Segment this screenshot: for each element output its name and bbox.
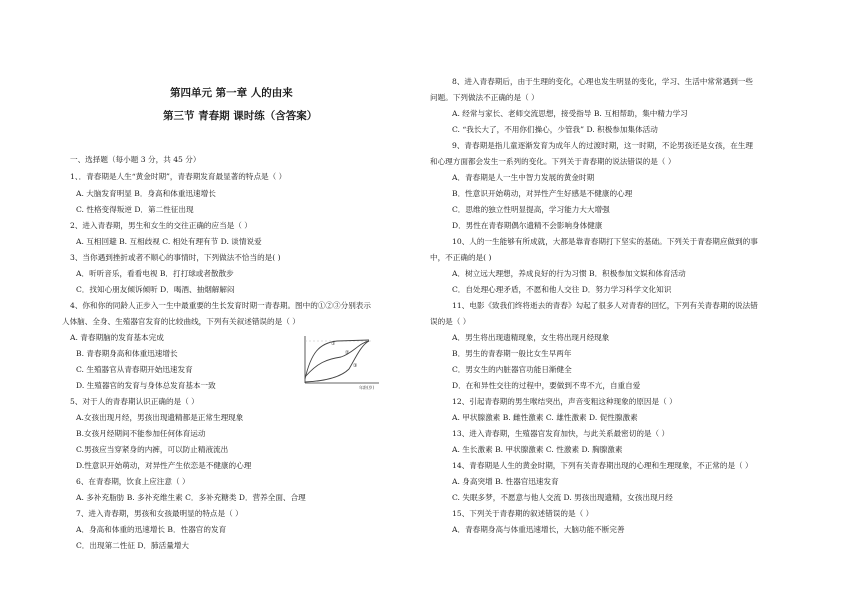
question-option: A.女孩出现月经，男孩出现遗精都是正常生理现象 [76,413,244,422]
question-option: C．出现第二性征 D．肺活量增大 [76,541,190,550]
question-stem: 8、进入青春期后，由于生理的变化，心理也发生明显的变化，学习、生活中常常遇到一些 [452,77,753,86]
question-option: C. 失眠多梦，不愿意与他人交流 D. 男孩出现遗精，女孩出现月经 [452,493,673,502]
curve-label-2: ② [345,350,350,356]
question-stem: 5、对于人的青春期认识正确的是（ ） [70,397,199,406]
question-option: B. 青春期身高和体重迅速增长 [76,349,178,358]
curve-label-1: ① [331,341,336,347]
curve-label-3: ③ [353,363,358,369]
question-option: A. 生长激素 B. 甲状腺激素 C. 性激素 D. 胸腺激素 [452,445,623,454]
question-option: B.女孩月经期间不能参加任何体育运动 [76,429,206,438]
question-stem-continued: 和心理方面都会发生一系列的变化。下列关于青春期的说法错误的是（ ） [430,157,676,166]
document-title: 第四单元 第一章 人的由来 [170,87,293,99]
curve-reproductive [305,341,369,382]
question-option: B．性意识开始萌动，对异性产生好感是不健康的心理 [452,189,633,198]
question-option: A. 经常与家长、老师交流思想，接受指导 B. 互相帮助，集中精力学习 [452,109,688,118]
question-option: A. 青春期脑的发育基本完成 [70,333,164,342]
question-option: A．青春期是人一生中智力发展的黄金时期 [452,173,595,182]
question-option: C. 性格变得叛逆 D．第二性征出现 [76,205,194,214]
question-option: A. 甲状腺激素 B. 雌性激素 C. 雄性激素 D. 促性腺激素 [452,413,638,422]
question-stem: 2、进入青春期，男生和女生的交往正确的应当是（ ） [70,221,252,230]
question-option: A．青春期身高与体重迅速增长，大脑功能不断完善 [452,525,625,534]
question-stem-continued: 误的是（ ） [430,317,471,326]
question-stem: 9、青春期是指儿童逐渐发育为成年人的过渡时期，这一时期，不论男孩还是女孩，在生理 [452,141,753,150]
question-option: D．在和异性交往的过程中，要做到不卑不亢，自重自爱 [452,381,641,390]
question-option: D. 生殖器官的发育与身体总发育基本一致 [76,381,216,390]
question-option: B．男生的青春期一般比女生早两年 [452,349,572,358]
question-option: A．男生将出现遗精现象，女生将出现月经现象 [452,333,610,342]
question-option: A. 多补充脂肪 B. 多补充维生素 C．多补充糖类 D．营养全面、合理 [76,493,306,502]
question-option: A．身高和体重的迅速增长 B．性器官的发育 [76,525,227,534]
question-option: C.男孩应当穿紧身的内裤，可以防止精液流出 [76,445,229,454]
question-option: C．找知心朋友倾诉倾听 D．喝酒、抽烟解解闷 [76,285,235,294]
question-option: C. 生殖器官从青春期开始迅速发育 [76,365,193,374]
question-option: C. “我长大了，不用你们操心，少管我” D. 积极参加集体活动 [452,125,658,134]
curve-body [305,341,369,377]
question-option: A．树立远大理想，养成良好的行为习惯 B．积极参加文娱和体育活动 [452,269,686,278]
question-stem: 3、当你遇到挫折或者不顺心的事情时，下列做法不恰当的是( ) [70,253,281,262]
growth-curve-figure [297,333,383,391]
question-stem: 15、下列关于青春期的叙述错误的是（ ） [452,509,594,518]
question-option: C．男女生的内脏器官功能日渐健全 [452,365,572,374]
question-stem: 4、你和你的同龄人正步入一生中最重要的生长发育时期一青春期。图中的①②③分别表示 [70,301,371,310]
question-stem: 6、在青春期，饮食上应注意（ ） [76,477,190,486]
question-stem: 10、人的一生能够有所成就，大都是靠青春期打下坚实的基础。下列关于青春期应做到的事 [452,237,758,246]
question-stem: 13、进入青春期，生殖器官发育加快，与此关系最密切的是（ ） [452,429,670,438]
question-stem: 12、引起青春期的男生喉结突出，声音变粗这种现象的原因是（ ） [452,397,677,406]
question-stem-continued: 人体脑、全身、生殖器官发育的比较曲线，下列有关叙述错误的是（ ） [62,317,300,326]
question-stem: 7、进入青春期，男孩和女孩最明显的特点是（ ） [76,509,243,518]
question-option: A. 身高突增 B. 性器官迅速发育 [452,477,559,486]
question-stem: 1、．青春期是人生“黄金时期”，青春期发育最显著的特点是（ ） [70,172,287,181]
question-option: A. 大脑发育明显 B．身高和体重迅速增长 [76,189,216,198]
question-stem: 14、青春期是人生的黄金时期，下列有关青春期出现的心理和生理现象，不正常的是（ ） [452,461,753,470]
question-option: D.性意识开始萌动，对异性产生依恋是不健康的心理 [76,461,252,470]
section-heading: 一、选择题（每小题 3 分，共 45 分） [70,155,201,164]
document-subtitle: 第三节 青春期 课时练（含答案） [163,110,318,122]
question-option: C．自处理心理矛盾，不愿和他人交往 D．努力学习科学文化知识 [452,285,672,294]
question-stem-continued: 中，不正确的是( ) [430,253,492,262]
question-option: D．男性在青春期偶尔遗精不会影响身体健康 [452,221,603,230]
question-option: C．思维的独立性明显提高，学习能力大大增强 [452,205,610,214]
x-axis-label: 年龄(岁) [359,385,375,390]
question-stem-continued: 问题。下列做法不正确的是（ ） [430,93,539,102]
question-stem: 11、电影《致我们终将逝去的青春》勾起了很多人对青春的回忆，下列有关青春期的说法错 [452,301,758,310]
question-option: A．听听音乐，看看电视 B．打打球或者散散步 [76,269,234,278]
question-option: A. 互相回避 B. 互相歧视 C. 相处有理有节 D. 谈情说爱 [76,237,262,246]
